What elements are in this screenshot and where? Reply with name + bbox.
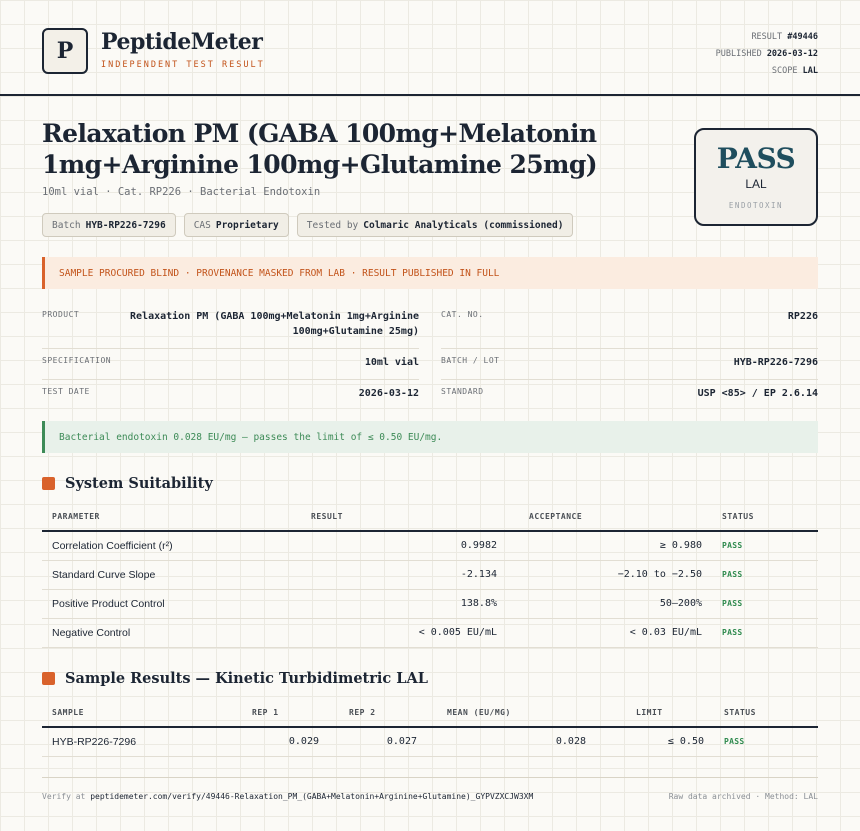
column-header: LIMIT — [596, 699, 714, 727]
column-header: RESULT — [257, 503, 507, 531]
table-row — [42, 560, 818, 589]
parameter-cell: Standard Curve Slope — [42, 560, 257, 589]
result-number: #49446 — [787, 32, 818, 42]
spec-date-value: 2026-03-12 — [358, 388, 419, 399]
mean-cell: 0.028 — [427, 727, 596, 756]
result-label: RESULT — [751, 32, 783, 42]
section-title-text: Sample Results — Kinetic Turbidimetric LAL — [65, 670, 428, 687]
tested-chip-label: Tested by — [306, 219, 359, 231]
verdict-category: ENDOTOXIN — [728, 201, 784, 210]
acceptance-cell: ≥ 0.980 — [507, 531, 712, 560]
spec-specification — [42, 356, 419, 376]
spec-specification-value: 10ml vial — [364, 357, 419, 368]
section-marker-icon — [42, 672, 55, 685]
spec-cat-value: RP226 — [787, 311, 818, 322]
section-heading-samples — [42, 670, 428, 687]
divider — [441, 348, 818, 349]
spec-product-value: Relaxation PM (GABA 100mg+Melatonin 1mg+Arginine 100mg+Glutamine 25mg) — [130, 311, 419, 337]
column-header: PARAMETER — [42, 503, 257, 531]
verify-label: Verify at — [42, 792, 86, 801]
result-cell: 0.9982 — [257, 531, 507, 560]
info-chips — [42, 213, 573, 237]
report-meta — [716, 29, 818, 80]
scope-label: SCOPE — [771, 66, 798, 76]
spec-date-label: TEST DATE — [42, 387, 90, 396]
table-row — [42, 727, 818, 756]
verify-link[interactable]: peptidemeter.com/verify/49446-Relaxation_PM_(GABA+Melatonin+Arginine+Glutamine)_GYPVZXCJW3XM — [90, 792, 534, 801]
status-badge: PASS — [712, 560, 818, 589]
acceptance-cell: −2.10 to −2.50 — [507, 560, 712, 589]
spec-batch — [441, 356, 818, 376]
rep2-cell: 0.027 — [329, 727, 427, 756]
spec-standard-value: USP <85> / EP 2.6.14 — [697, 388, 818, 399]
verdict-stamp — [694, 128, 818, 226]
parameter-cell: Negative Control — [42, 618, 257, 647]
column-header: SAMPLE — [42, 699, 232, 727]
spec-cat-label: CAT. NO. — [441, 310, 484, 319]
divider — [441, 379, 818, 380]
table-header-row — [42, 503, 818, 531]
status-badge: PASS — [712, 618, 818, 647]
spec-standard — [441, 387, 818, 407]
published-label: PUBLISHED — [715, 49, 762, 59]
spec-specification-label: SPECIFICATION — [42, 356, 112, 365]
result-cell: 138.8% — [257, 589, 507, 618]
acceptance-cell: < 0.03 EU/mL — [507, 618, 712, 647]
column-header: MEAN (EU/MG) — [427, 699, 596, 727]
section-heading-suitability — [42, 475, 213, 492]
table-header-row — [42, 699, 818, 727]
divider — [42, 379, 419, 380]
spec-product — [42, 310, 419, 340]
section-title-text: System Suitability — [65, 475, 213, 492]
batch-chip-label: Batch — [52, 219, 81, 231]
report-footer — [42, 777, 818, 801]
table-row — [42, 531, 818, 560]
column-header: STATUS — [712, 503, 818, 531]
tested-by-chip — [297, 213, 574, 237]
tested-chip-value: Colmaric Analyticals (commissioned) — [363, 219, 564, 231]
spec-product-label: PRODUCT — [42, 310, 80, 319]
result-summary-note: Bacterial endotoxin 0.028 EU/mg — passes the limit of ≤ 0.50 EU/mg. — [42, 421, 818, 453]
acceptance-cell: 50–200% — [507, 589, 712, 618]
batch-chip-value: HYB-RP226-7296 — [85, 219, 166, 231]
report-header — [0, 0, 860, 96]
table-row — [42, 589, 818, 618]
brand-name: PeptideMeter — [101, 29, 263, 55]
parameter-cell: Positive Product Control — [42, 589, 257, 618]
spec-standard-label: STANDARD — [441, 387, 484, 396]
cas-chip-value: Proprietary — [215, 219, 279, 231]
batch-chip — [42, 213, 176, 237]
logo-icon: P — [42, 28, 88, 74]
cas-chip-label: CAS — [193, 219, 211, 231]
sample-id-cell: HYB-RP226-7296 — [42, 727, 232, 756]
limit-cell: ≤ 0.50 — [596, 727, 714, 756]
column-header: REP 2 — [329, 699, 427, 727]
divider — [42, 348, 419, 349]
column-header: ACCEPTANCE — [507, 503, 712, 531]
status-badge: PASS — [714, 727, 818, 756]
published-date: 2026-03-12 — [766, 49, 818, 59]
parameter-cell: Correlation Coefficient (r²) — [42, 531, 257, 560]
column-header: STATUS — [714, 699, 818, 727]
rep1-cell: 0.029 — [232, 727, 329, 756]
sample-results-table — [42, 699, 818, 757]
brand-tagline: INDEPENDENT TEST RESULT — [101, 60, 265, 70]
result-cell: < 0.005 EU/mL — [257, 618, 507, 647]
spec-cat — [441, 310, 818, 330]
status-badge: PASS — [712, 589, 818, 618]
product-title: Relaxation PM (GABA 100mg+Melatonin 1mg+Arginine 100mg+Glutamine 25mg) — [42, 119, 598, 179]
cas-chip — [184, 213, 289, 237]
procurement-banner: SAMPLE PROCURED BLIND · PROVENANCE MASKED FROM LAB · RESULT PUBLISHED IN FULL — [42, 257, 818, 289]
spec-batch-value: HYB-RP226-7296 — [733, 357, 818, 368]
verdict-method: LAL — [745, 177, 767, 191]
result-cell: -2.134 — [257, 560, 507, 589]
scope-value: LAL — [802, 66, 818, 76]
section-marker-icon — [42, 477, 55, 490]
spec-batch-label: BATCH / LOT — [441, 356, 500, 365]
product-subtitle: 10ml vial · Cat. RP226 · Bacterial Endotoxin — [42, 186, 321, 198]
status-badge: PASS — [712, 531, 818, 560]
verdict-word: PASS — [716, 142, 796, 175]
table-row — [42, 618, 818, 647]
suitability-table — [42, 503, 818, 648]
spec-test-date — [42, 387, 419, 407]
column-header: REP 1 — [232, 699, 329, 727]
footer-method-note: Raw data archived · Method: LAL — [668, 792, 818, 801]
